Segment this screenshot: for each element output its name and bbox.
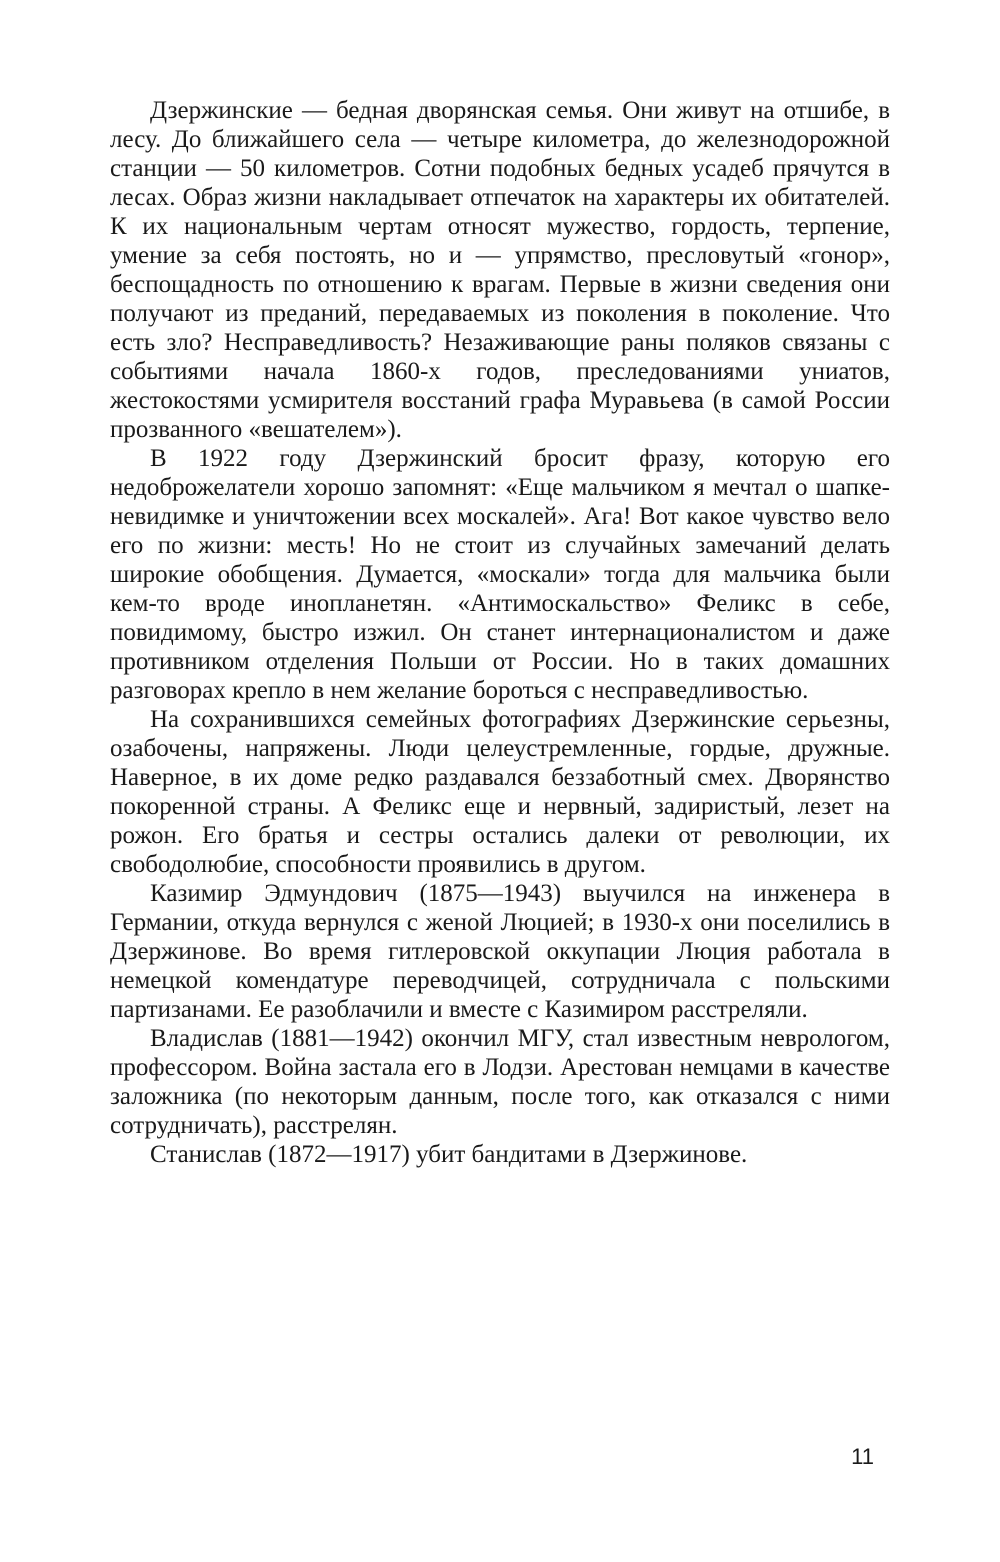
body-text — [110, 96, 890, 1169]
paragraph-dzerzhinsky-family: Дзержинские — бедная дворянская семья. Они живут на отшибе, в лесу. До ближайшего села — четыре километра, до железнодорожной станции — 50 километров. Сотни подобных бедных усадеб прячутся в лесах. Образ жизни накладывает отпечаток на характеры их обитателей. К их национальным чертам относят мужество, гордость, терпение, умение за себя постоять, но и — упрямство, пресловутый «гонор», беспощадность по отношению к врагам. Первые в жизни сведения они получают из преданий, передаваемых из поколения в поколение. Что есть зло? Несправедливость? Незаживающие раны поляков связаны с событиями начала 1860-х годов, преследованиями униатов, жестокостями усмирителя восстаний графа Муравьева (в самой России прозванного «вешателем»). — [110, 97, 890, 443]
paragraph-vladislav: Владислав (1881—1942) окончил МГУ, стал известным неврологом, профессором. Война застала его в Лодзи. Арестован немцами в качестве заложника (по некоторым данным, после того, как отказался с ними сотрудничать), расстрелян. — [110, 1025, 890, 1139]
paragraph-family-photos: На сохранившихся семейных фотографиях Дзержинские серьезны, озабочены, напряжены. Люди целеустремленные, гордые, дружные. Наверное, в их доме редко раздавался беззаботный смех. Дворянство покоренной страны. А Феликс еще и нервный, задиристый, лезет на рожон. Его братья и сестры остались далеки от революции, их свободолюбие, способности проявились в другом. — [110, 706, 890, 878]
paragraph-kazimir: Казимир Эдмундович (1875—1943) выучился на инженера в Германии, откуда вернулся с женой Люцией; в 1930-х они поселились в Дзержинове. Во время гитлеровской оккупации Люция работала в немецкой комендатуре переводчицей, сотрудничала с польскими партизанами. Ее разоблачили и вместе с Казимиром расстреляли. — [110, 880, 890, 1023]
page-number: 11 — [851, 1444, 874, 1469]
paragraph-stanislav: Станислав (1872—1917) убит бандитами в Дзержинове. — [150, 1141, 748, 1168]
paragraph-1922-quote: В 1922 году Дзержинский бросит фразу, которую его недоброжелатели хорошо запомнят: «Еще мальчиком я мечтал о шапке-невидимке и уничтожении всех москалей». Ага! Вот какое чувство вело его по жизни: месть! Но не стоит из случайных замечаний делать широкие обобщения. Думается, «москали» тогда для мальчика были кем-то вроде инопланетян. «Антимоскальство» Феликс в себе, повидимому, быстро изжил. Он станет интернационалистом и даже противником отделения Польши от России. Но в таких домашних разговорах крепло в нем желание бороться с несправедливостью. — [110, 445, 890, 704]
